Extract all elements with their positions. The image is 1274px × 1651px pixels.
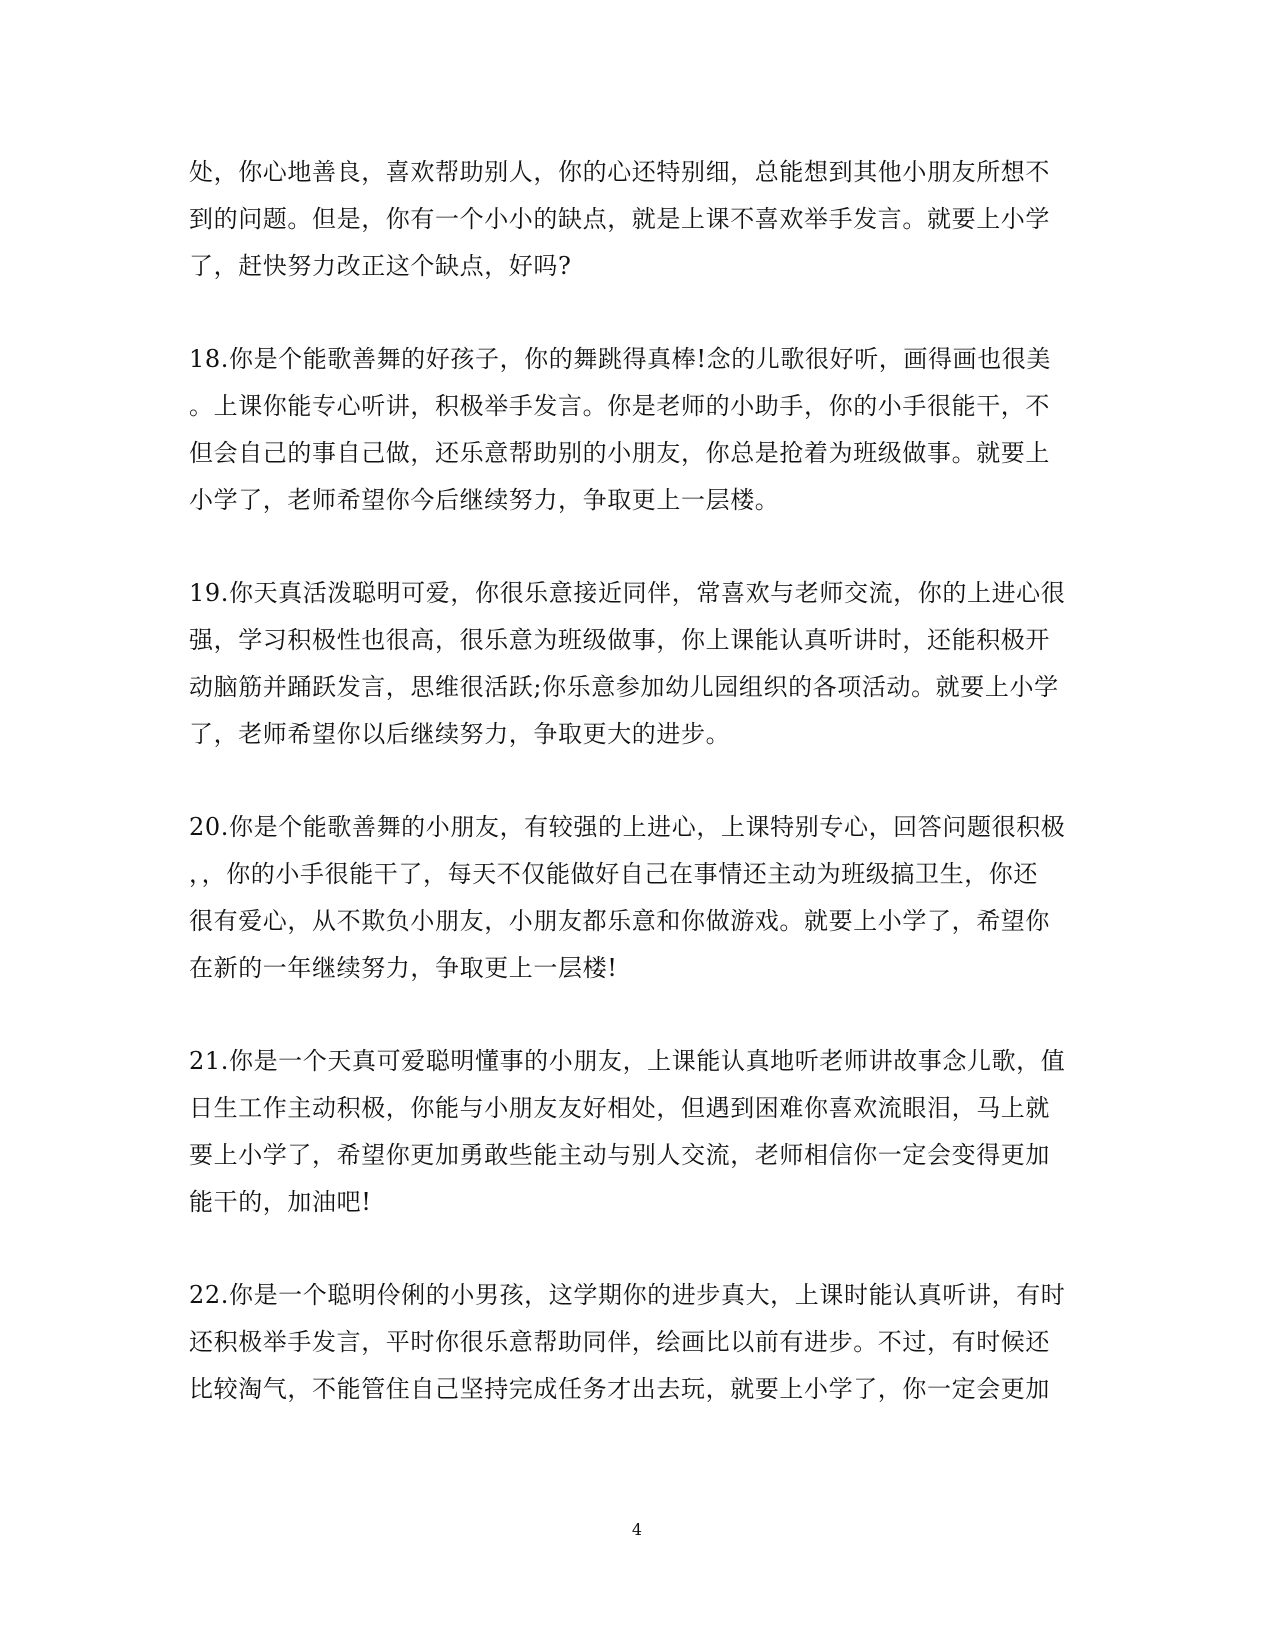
text-line: 但会自己的事自己做，还乐意帮助别的小朋友，你总是抢着为班级做事。就要上 [189, 439, 1050, 467]
text-line: 22.你是一个聪明伶俐的小男孩，这学期你的进步真大，上课时能认真听讲，有时 [189, 1281, 1066, 1309]
text-line: 比较淘气，不能管住自己坚持完成任务才出去玩，就要上小学了，你一定会更加 [189, 1375, 1050, 1403]
text-line: 20.你是个能歌善舞的小朋友，有较强的上进心，上课特别专心，回答问题很积极 [189, 813, 1066, 841]
text-line: 要上小学了，希望你更加勇敢些能主动与别人交流，老师相信你一定会变得更加 [189, 1141, 1050, 1169]
text-line: 19.你天真活泼聪明可爱，你很乐意接近同伴，常喜欢与老师交流，你的上进心很 [189, 579, 1066, 607]
text-line: 小学了，老师希望你今后继续努力，争取更上一层楼。 [189, 486, 780, 514]
text-line: 21.你是一个天真可爱聪明懂事的小朋友，上课能认真地听老师讲故事念儿歌，值 [189, 1047, 1066, 1075]
text-line: 。上课你能专心听讲，积极举手发言。你是老师的小助手，你的小手很能干，不 [189, 392, 1050, 420]
text-line: 了，老师希望你以后继续努力，争取更大的进步。 [189, 720, 731, 748]
text-line: 了，赶快努力改正这个缺点，好吗? [189, 252, 572, 280]
text-line: 强，学习积极性也很高，很乐意为班级做事，你上课能认真听讲时，还能积极开 [189, 626, 1050, 654]
text-line: 动脑筋并踊跃发言，思维很活跃;你乐意参加幼儿园组织的各项活动。就要上小学 [189, 673, 1059, 701]
text-line: 18.你是个能歌善舞的好孩子，你的舞跳得真棒!念的儿歌很好听，画得画也很美 [189, 345, 1052, 373]
text-line: 很有爱心，从不欺负小朋友，小朋友都乐意和你做游戏。就要上小学了，希望你 [189, 907, 1050, 935]
text-line: 在新的一年继续努力，争取更上一层楼! [189, 954, 618, 982]
text-line: 日生工作主动积极，你能与小朋友友好相处，但遇到困难你喜欢流眼泪，马上就 [189, 1094, 1050, 1122]
text-line: 能干的，加油吧! [189, 1188, 372, 1216]
page-number: 4 [631, 1520, 643, 1539]
text-line: 还积极举手发言，平时你很乐意帮助同伴，绘画比以前有进步。不过，有时候还 [189, 1328, 1050, 1356]
text-line: 处，你心地善良，喜欢帮助别人，你的心还特别细，总能想到其他小朋友所想不 [189, 158, 1050, 186]
text-line: 到的问题。但是，你有一个小小的缺点，就是上课不喜欢举手发言。就要上小学 [189, 205, 1050, 233]
text-line: ，，你的小手很能干了，每天不仅能做好自己在事情还主动为班级搞卫生，你还 [189, 860, 1038, 888]
